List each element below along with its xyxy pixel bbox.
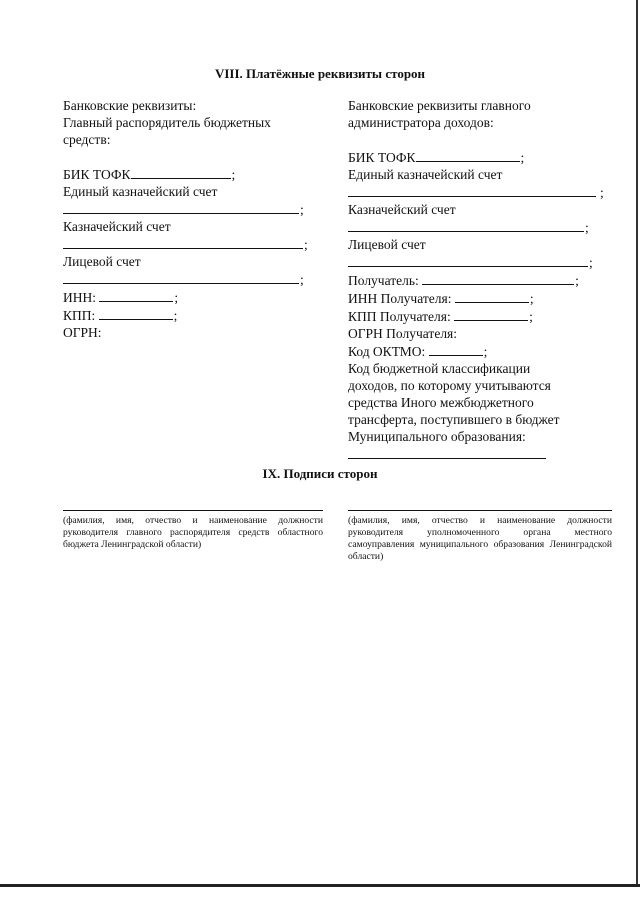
right-recipient-field (348, 271, 608, 289)
right-inn-label: ИНН Получателя: (348, 291, 452, 306)
left-kpp-field (63, 306, 323, 324)
left-bik-field (63, 165, 323, 183)
right-treasury-account-blank (348, 218, 584, 232)
right-personal-account-label: Лицевой счет (348, 237, 426, 252)
right-kpp-field (348, 307, 608, 325)
left-kpp-blank (99, 306, 173, 320)
left-treasury-account-label: Казначейский счет (63, 219, 171, 234)
section-8-title: VIII. Платёжные реквизиты сторон (214, 66, 426, 81)
right-bank-line1: Банковские реквизиты главного (348, 98, 531, 113)
semicolon: ; (483, 344, 488, 359)
semicolon: ; (300, 272, 304, 287)
right-single-account-field (348, 183, 608, 201)
right-kbk-line4: трансферта, поступившего в бюджет (348, 412, 560, 427)
left-role-line1: Главный распорядитель бюджетных (63, 115, 271, 130)
right-single-account-label: Единый казначейский счет (348, 167, 503, 182)
right-kbk-line2: доходов, по которому учитываются (348, 378, 551, 393)
semicolon: ; (589, 255, 593, 270)
left-kpp-label: КПП: (63, 308, 96, 323)
right-kbk-line5: Муниципального образования: (348, 429, 526, 444)
right-oktmo-field (348, 342, 608, 360)
semicolon: ; (520, 150, 525, 165)
right-personal-account-blank (348, 253, 588, 267)
right-kbk-line1: Код бюджетной классификации (348, 361, 531, 376)
semicolon: ; (300, 202, 304, 217)
semicolon: ; (174, 290, 179, 305)
right-personal-account-field (348, 253, 608, 271)
left-single-account-blank (63, 200, 299, 214)
left-treasury-account-field (63, 235, 323, 253)
semicolon: ; (529, 309, 533, 324)
right-signature-line (348, 510, 612, 511)
left-personal-account-label: Лицевой счет (63, 254, 141, 269)
left-inn-field (63, 288, 323, 306)
left-role-line2: средств: (63, 132, 111, 147)
right-treasury-account-field (348, 218, 608, 236)
semicolon: ; (304, 237, 308, 252)
left-bik-label: БИК ТОФК (63, 167, 131, 182)
right-kbk-field (348, 445, 608, 463)
left-inn-label: ИНН: (63, 290, 96, 305)
right-single-account-blank (348, 183, 596, 197)
left-bik-blank (131, 165, 231, 179)
left-treasury-account-blank (63, 235, 303, 249)
left-personal-account-blank (63, 270, 299, 284)
left-ogrn-label: ОГРН: (63, 325, 102, 340)
left-signature-line (63, 510, 323, 511)
right-bik-blank (416, 148, 520, 162)
right-recipient-label: Получатель: (348, 273, 419, 288)
right-ogrn-label: ОГРН Получателя: (348, 326, 458, 341)
right-bik-field (348, 148, 608, 166)
page-border-right (636, 0, 638, 884)
semicolon: ; (600, 185, 604, 200)
right-oktmo-label: Код ОКТМО: (348, 344, 426, 359)
right-kpp-blank (454, 307, 528, 321)
right-inn-blank (455, 289, 529, 303)
right-oktmo-blank (429, 342, 483, 356)
right-kbk-line3: средства Иного межбюджетного (348, 395, 534, 410)
left-inn-blank (99, 288, 173, 302)
right-treasury-account-label: Казначейский счет (348, 202, 456, 217)
semicolon: ; (575, 273, 579, 288)
semicolon: ; (585, 220, 589, 235)
left-single-account-field (63, 200, 323, 218)
right-signature-caption: (фамилия, имя, отчество и наименование должности руководителя уполномоченного органа местного самоуправления муниципального образования Ленинградской области) (348, 515, 612, 562)
semicolon: ; (231, 167, 236, 182)
left-signature-caption: (фамилия, имя, отчество и наименование должности руководителя главного распорядителя средств областного бюджета Ленинградской области) (63, 515, 323, 550)
left-party-requisites (63, 97, 323, 341)
semicolon: ; (529, 291, 534, 306)
right-recipient-blank (422, 271, 574, 285)
left-single-account-label: Единый казначейский счет (63, 184, 218, 199)
right-bank-line2: администратора доходов: (348, 115, 494, 130)
right-kbk-blank (348, 445, 546, 459)
right-inn-field (348, 289, 608, 307)
page-border-bottom (0, 884, 640, 887)
left-personal-account-field (63, 270, 323, 288)
section-9-title: IX. Подписи сторон (262, 466, 378, 481)
left-bank-label: Банковские реквизиты: (63, 98, 197, 113)
right-party-requisites (348, 97, 608, 463)
semicolon: ; (173, 308, 178, 323)
right-kpp-label: КПП Получателя: (348, 309, 451, 324)
right-bik-label: БИК ТОФК (348, 150, 416, 165)
